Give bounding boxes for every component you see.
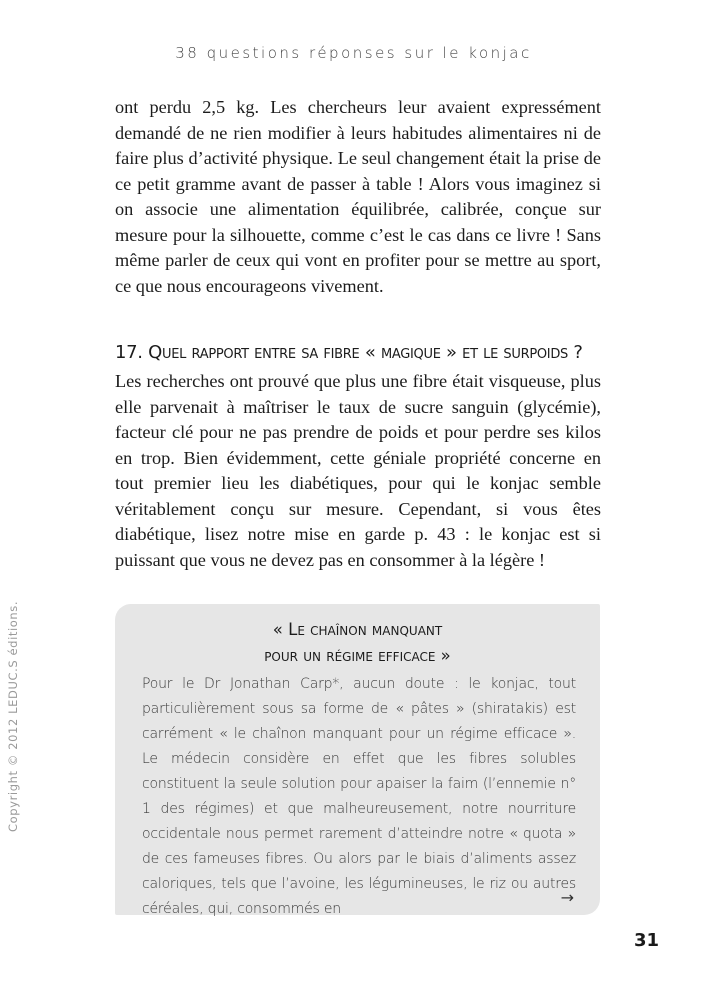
- box-title-line-1: « Le chaînon manquant: [272, 620, 443, 639]
- sidebar-box: [115, 604, 600, 915]
- section-number: 17.: [115, 342, 143, 363]
- running-title: 38 questions réponses sur le konjac: [175, 44, 532, 62]
- copyright-text: Copyright © 2012 LEDUC.S éditions.: [6, 600, 20, 832]
- page-number: 31: [633, 930, 659, 951]
- body-paragraph: ont perdu 2,5 kg. Les chercheurs leur avaient expressément demandé de ne rien modifier à leurs habitudes alimentaires ni de faire plus d’activité physique. Le seul changement était la prise de ce petit gramme avant de passer à table ! Alors vous imaginez si on associe une alimentation équilibrée, calibrée, conçue sur mesure pour la silhouette, comme c’est le cas dans ce livre ! Sans même parler de ceux qui vont en profiter pour se mettre au sport, ce que nous encourageons vivement.: [115, 97, 601, 296]
- section-title: Quel rapport entre sa fibre « magique » et le surpoids ?: [148, 342, 583, 363]
- copyright-notice: [6, 592, 24, 832]
- box-text: Pour le Dr Jonathan Carp*, aucun doute : le konjac, tout particulièrement sous sa forme de « pâtes » (shiratakis) est carrément « le chaînon manquant pour un régime efficace ». Le médecin considère en effet que les fibres solubles constituent la seule solution pour apaiser la faim (l’ennemie n° 1 des régimes) et que malheureusement, notre nourriture occidentale nous permet rarement d’atteindre notre « quota » de ces fameuses fibres. Ou alors par le biais d’aliments assez caloriques, tels que l’avoine, les légumineuses, le riz ou autres céréales, qui, consommés en: [142, 676, 576, 917]
- section-heading: [115, 342, 610, 363]
- body-paragraph: Les recherches ont prouvé que plus une fibre était visqueuse, plus elle parvenait à maîtriser le taux de sucre sanguin (glycémie), facteur clé pour ne pas prendre de poids et pour perdre ses kilos en trop. Bien évidemment, cette géniale propriété concerne en tout premier lieu les diabétiques, pour qui le konjac semble véritablement conçu sur mesure. Cependant, si vous êtes diabétique, lisez notre mise en garde p. 43 : le konjac est si puissant que vous ne devez pas en consommer à la légère !: [115, 371, 601, 570]
- box-title-line-2: pour un régime efficace »: [264, 646, 451, 665]
- arrow-right-icon: →: [560, 888, 574, 907]
